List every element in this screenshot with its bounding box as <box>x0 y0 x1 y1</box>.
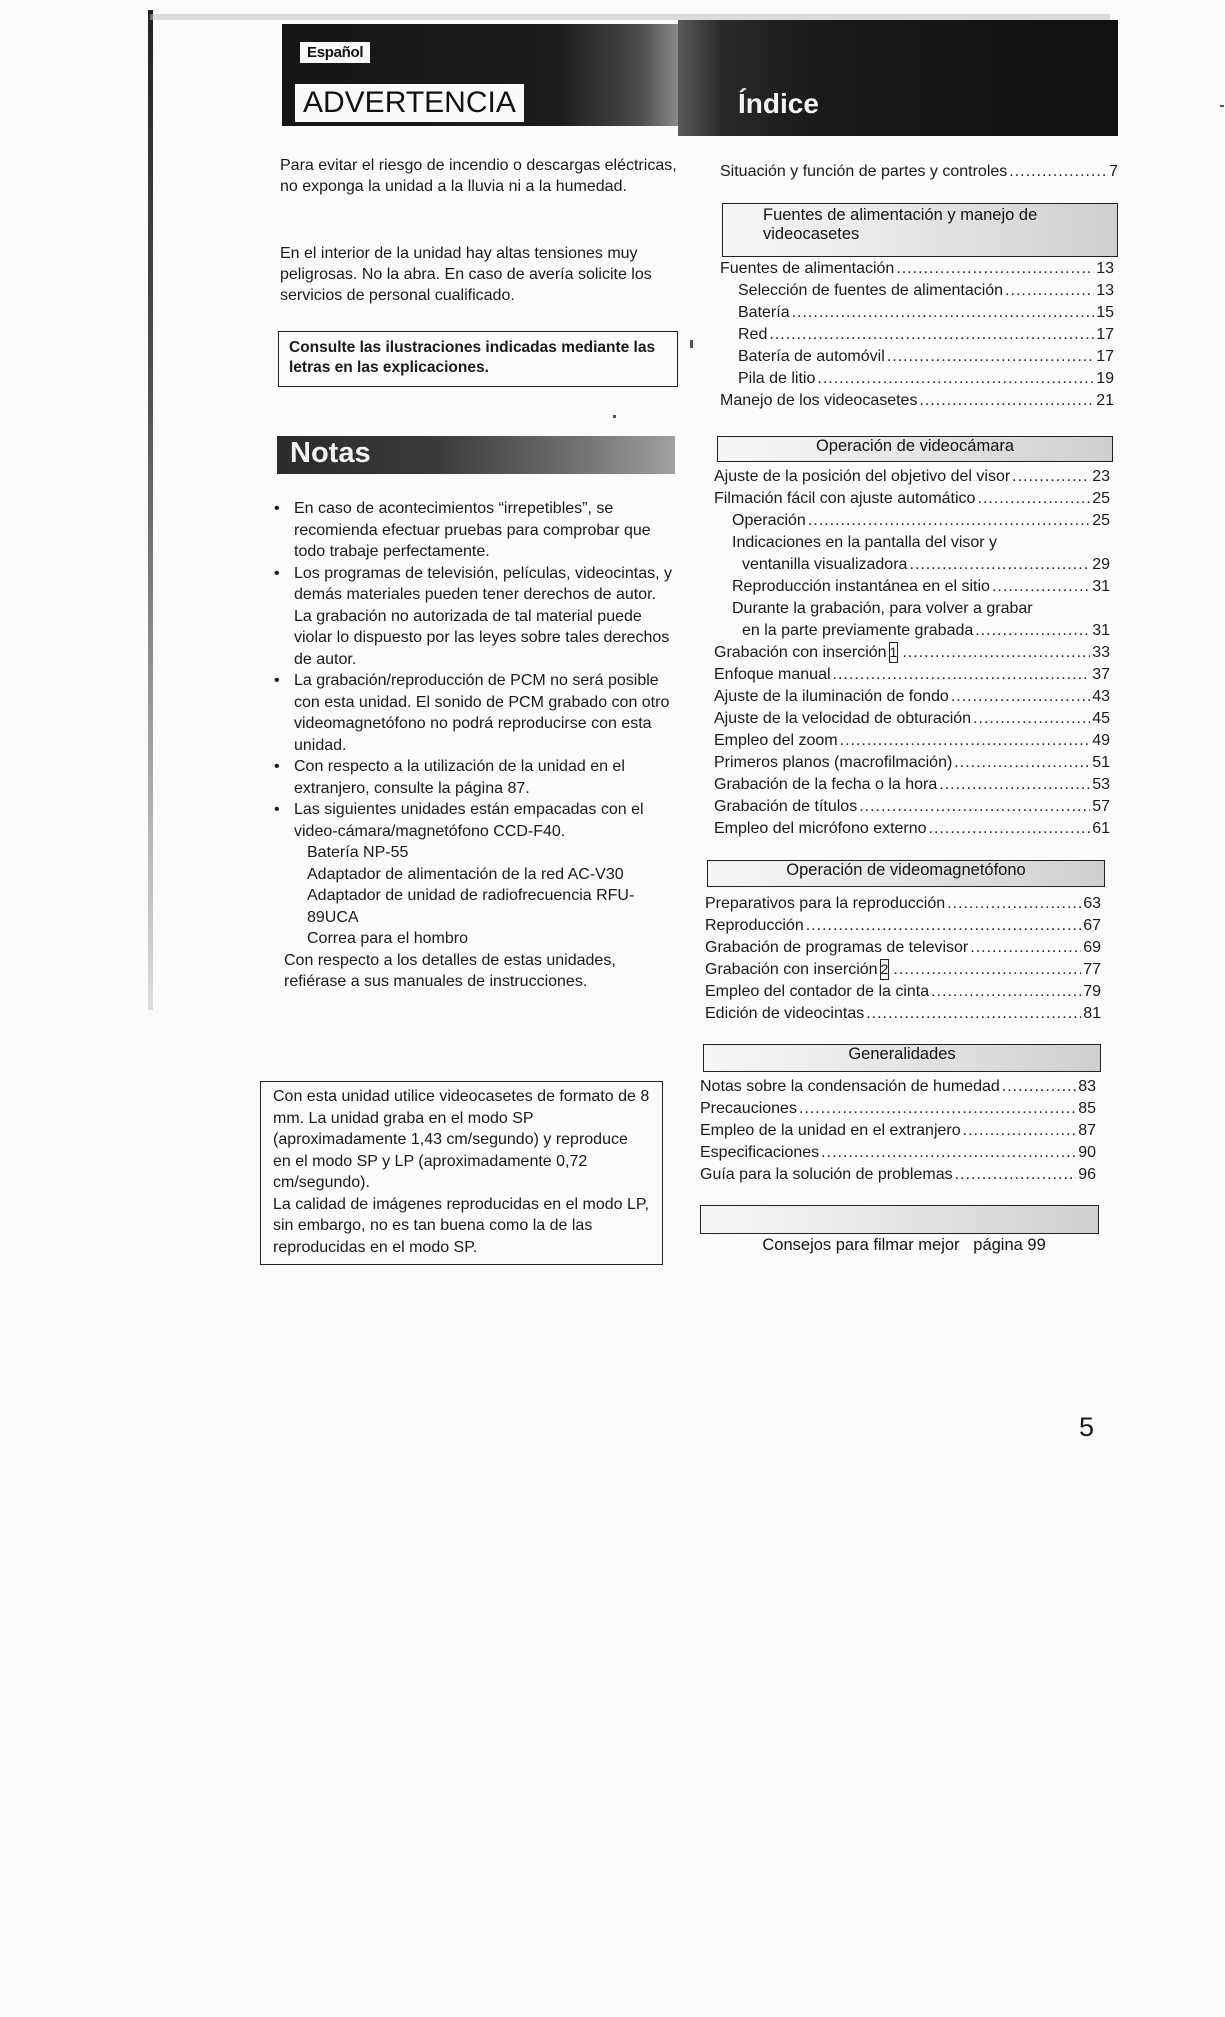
toc-entry[interactable]: en la parte previamente grabada ..... 31 <box>714 620 1110 642</box>
toc-page-number: 19 <box>1096 370 1114 387</box>
advertencia-title: ADVERTENCIA <box>295 84 524 122</box>
leader-dots <box>973 708 1090 730</box>
toc-page-number: 17 <box>1096 326 1114 343</box>
leader-dots <box>893 959 1081 981</box>
toc-entry[interactable]: Empleo del micrófono externo ..... 61 <box>714 818 1110 840</box>
toc-page-number: 49 <box>1092 732 1110 749</box>
toc-page-number: 87 <box>1078 1122 1096 1139</box>
toc-entry[interactable]: Grabación con inserción 2 ..... 77 <box>705 959 1101 981</box>
section-heading-vcr: Operación de videomagnetófono <box>707 860 1105 887</box>
toc-page-number: 67 <box>1083 917 1101 934</box>
warning-paragraph-1: Para evitar el riesgo de incendio o descargas eléctricas, no exponga la unidad a la lluvia ni a la humedad. <box>280 157 677 195</box>
toc-page-number: 45 <box>1092 710 1110 727</box>
inset-number-badge: 2 <box>880 959 890 980</box>
toc-page-number: 37 <box>1092 666 1110 683</box>
bullet-icon: • <box>274 801 280 818</box>
included-item: Adaptador de alimentación de la red AC-V30 <box>307 865 624 883</box>
toc-page-number: 77 <box>1083 961 1101 978</box>
notas-closing: Con respecto a los detalles de estas unidades, refiérase a sus manuales de instrucciones. <box>284 951 616 990</box>
toc-entry[interactable]: Precauciones ..... 85 <box>700 1098 1096 1120</box>
tips-box[interactable]: Consejos para filmar mejor página 99 <box>700 1205 1099 1234</box>
leader-dots <box>909 554 1090 576</box>
leader-dots <box>975 620 1090 642</box>
toc-entry[interactable]: Empleo de la unidad en el extranjero ..... 87 <box>700 1120 1096 1142</box>
toc-entry[interactable]: Manejo de los videocasetes ..... 21 <box>720 390 1114 412</box>
toc-entry[interactable]: Selección de fuentes de alimentación ..... 13 <box>720 280 1114 302</box>
leader-dots <box>833 664 1091 686</box>
toc-page-number: 51 <box>1092 754 1110 771</box>
toc-page-number: 57 <box>1092 798 1110 815</box>
illustration-note: Consulte las ilustraciones indicadas mediante las letras en las explicaciones. <box>278 331 678 387</box>
leader-dots <box>947 893 1081 915</box>
leader-dots <box>951 686 1090 708</box>
leader-dots <box>799 1098 1076 1120</box>
toc-entry[interactable]: Grabación de la fecha o la hora ..... 53 <box>714 774 1110 796</box>
toc-entry[interactable]: Batería de automóvil ..... 17 <box>720 346 1114 368</box>
leader-dots <box>817 368 1094 390</box>
toc-page-number: 79 <box>1083 983 1101 1000</box>
leader-dots <box>977 488 1090 510</box>
leader-dots <box>902 642 1090 664</box>
toc-entry[interactable]: Empleo del zoom ..... 49 <box>714 730 1110 752</box>
toc-section-vcr <box>705 893 1101 1025</box>
toc-page-number: 61 <box>1092 820 1110 837</box>
leader-dots <box>769 324 1094 346</box>
toc-entry[interactable]: Ajuste de la velocidad de obturación ..... 45 <box>714 708 1110 730</box>
toc-entry[interactable]: ventanilla visualizadora ..... 29 <box>714 554 1110 576</box>
leader-dots <box>866 1003 1081 1025</box>
leader-dots <box>1005 280 1094 302</box>
scan-speck <box>1220 105 1224 107</box>
warning-paragraph-2: En el interior de la unidad hay altas tensiones muy peligrosas. No la abra. En caso de avería solicite los servicios de personal cualificado. <box>280 245 652 304</box>
toc-entry[interactable]: Guía para la solución de problemas ..... 96 <box>700 1164 1096 1186</box>
inset-number-badge: 1 <box>889 642 899 663</box>
scan-speck <box>690 340 693 348</box>
bullet-icon: • <box>274 500 280 517</box>
bullet-icon: • <box>274 758 280 775</box>
binding-edge <box>148 10 153 1010</box>
toc-page-number: 13 <box>1096 260 1114 277</box>
leader-dots <box>840 730 1091 752</box>
toc-entry[interactable]: Edición de videocintas ..... 81 <box>705 1003 1101 1025</box>
section-heading-camera: Operación de videocámara <box>717 436 1113 462</box>
leader-dots <box>970 937 1081 959</box>
toc-entry[interactable]: Preparativos para la reproducción ..... 63 <box>705 893 1101 915</box>
list-item: • Con respecto a la utilización de la unidad en el extranjero, consulte la página 87. <box>274 758 625 797</box>
toc-entry[interactable]: Fuentes de alimentación ..... 13 <box>720 258 1114 280</box>
toc-page-number: 90 <box>1078 1144 1096 1161</box>
toc-entry[interactable]: Situación y función de partes y controles ..... 7 <box>720 161 1118 183</box>
toc-page-number: 31 <box>1092 578 1110 595</box>
leader-dots <box>1012 466 1090 488</box>
leader-dots <box>792 302 1095 324</box>
scan-speck <box>613 415 616 418</box>
toc-entry[interactable]: Indicaciones en la pantalla del visor y <box>732 534 998 551</box>
leader-dots <box>887 346 1094 368</box>
leader-dots <box>954 752 1090 774</box>
toc-page-number: 53 <box>1092 776 1110 793</box>
toc-page-number: 13 <box>1096 282 1114 299</box>
bullet-icon: • <box>274 672 280 689</box>
leader-dots <box>955 1164 1077 1186</box>
format-text-2: La calidad de imágenes reproducidas en el modo LP, sin embargo, no es tan buena como la de las reproducidas en el modo SP. <box>273 1195 649 1256</box>
toc-section-general <box>700 1076 1096 1186</box>
language-label: Español <box>300 42 370 63</box>
toc-entry[interactable]: Red ..... 17 <box>720 324 1114 346</box>
leader-dots <box>859 796 1090 818</box>
toc-entry[interactable]: Operación ..... 25 <box>714 510 1110 532</box>
toc-entry[interactable]: Filmación fácil con ajuste automático ..... 25 <box>714 488 1110 510</box>
leader-dots <box>821 1142 1076 1164</box>
leader-dots <box>806 915 1081 937</box>
toc-entry[interactable]: Reproducción ..... 67 <box>705 915 1101 937</box>
toc-section-power <box>720 258 1114 412</box>
toc-entry[interactable]: Reproducción instantánea en el sitio ..... 31 <box>714 576 1110 598</box>
toc-page-number: 69 <box>1083 939 1101 956</box>
included-item: Adaptador de unidad de radiofrecuencia RFU-89UCA <box>307 887 635 926</box>
toc-entry[interactable]: Notas sobre la condensación de humedad ..... 83 <box>700 1076 1096 1098</box>
toc-page-number: 25 <box>1092 490 1110 507</box>
toc-page-number: 81 <box>1083 1005 1101 1022</box>
page-number: 5 <box>1079 1412 1095 1442</box>
list-item: • La grabación/reproducción de PCM no será posible con esta unidad. El sonido de PCM grabado con otro videomagnetófono no podrá reproducirse con esta unidad. <box>274 672 670 754</box>
toc-entry[interactable]: Empleo del contador de la cinta ..... 79 <box>705 981 1101 1003</box>
leader-dots <box>931 981 1081 1003</box>
toc-intro <box>720 161 1118 183</box>
toc-page-number: 17 <box>1096 348 1114 365</box>
leader-dots <box>939 774 1090 796</box>
toc-section-camera <box>714 466 1110 840</box>
toc-entry[interactable]: Pila de litio ..... 19 <box>720 368 1114 390</box>
leader-dots <box>896 258 1094 280</box>
notas-title: Notas <box>290 437 371 469</box>
included-item: Batería NP-55 <box>307 844 409 861</box>
format-info-box <box>260 1081 663 1265</box>
included-item: Correa para el hombro <box>307 930 468 947</box>
toc-page-number: 29 <box>1092 556 1110 573</box>
toc-page-number: 83 <box>1078 1078 1096 1095</box>
indice-title: Índice <box>738 88 819 119</box>
toc-page-number: 43 <box>1092 688 1110 705</box>
toc-page-number: 96 <box>1078 1166 1096 1183</box>
toc-entry[interactable]: Grabación con inserción 1 ..... 33 <box>714 642 1110 664</box>
toc-page-number: 33 <box>1092 644 1110 661</box>
leader-dots <box>1002 1076 1076 1098</box>
leader-dots <box>992 576 1090 598</box>
toc-page-number: 25 <box>1092 512 1110 529</box>
section-heading-general: Generalidades <box>703 1044 1101 1072</box>
leader-dots <box>808 510 1090 532</box>
leader-dots <box>919 390 1094 412</box>
toc-entry[interactable]: Primeros planos (macrofilmación) ..... 51 <box>714 752 1110 774</box>
toc-page-number: 21 <box>1096 392 1114 409</box>
toc-entry[interactable]: Enfoque manual ..... 37 <box>714 664 1110 686</box>
toc-entry[interactable]: Especificaciones ..... 90 <box>700 1142 1096 1164</box>
leader-dots <box>929 818 1091 840</box>
toc-page-number: 31 <box>1092 622 1110 639</box>
toc-entry[interactable]: Ajuste de la iluminación de fondo ..... 43 <box>714 686 1110 708</box>
toc-entry[interactable]: Batería ..... 15 <box>720 302 1114 324</box>
notas-list <box>272 498 672 993</box>
toc-page-number: 85 <box>1078 1100 1096 1117</box>
toc-page-number: 23 <box>1092 468 1110 485</box>
toc-entry[interactable]: Grabación de programas de televisor ..... 69 <box>705 937 1101 959</box>
format-text-1: Con esta unidad utilice videocasetes de formato de 8 mm. La unidad graba en el modo SP (aproximadamente 1,43 cm/segundo) y reproduce en el modo SP y LP (aproximadamente 0,72 cm/segundo). <box>273 1088 650 1191</box>
toc-entry[interactable]: Ajuste de la posición del objetivo del visor ..... 23 <box>714 466 1110 488</box>
leader-dots <box>963 1120 1077 1142</box>
toc-entry[interactable]: Grabación de títulos ..... 57 <box>714 796 1110 818</box>
toc-page-number: 63 <box>1083 895 1101 912</box>
toc-entry[interactable]: Durante la grabación, para volver a grabar <box>732 600 1033 617</box>
toc-page-number: 15 <box>1096 304 1114 321</box>
section-heading-power: Fuentes de alimentación y manejo de videocasetes <box>722 203 1118 257</box>
list-item: • Las siguientes unidades están empacadas con el video-cámara/magnetófono CCD-F40. <box>274 801 644 840</box>
list-item: • Los programas de televisión, películas, videocintas, y demás materiales pueden tener derechos de autor. La grabación no autorizada de tal material puede violar lo dispuesto por las leyes sobre tales derechos de autor. <box>274 564 672 668</box>
bullet-icon: • <box>274 564 280 582</box>
list-item: • En caso de acontecimientos “irrepetibles”, se recomienda efectuar pruebas para comprobar que todo trabaje perfectamente. <box>274 500 651 560</box>
